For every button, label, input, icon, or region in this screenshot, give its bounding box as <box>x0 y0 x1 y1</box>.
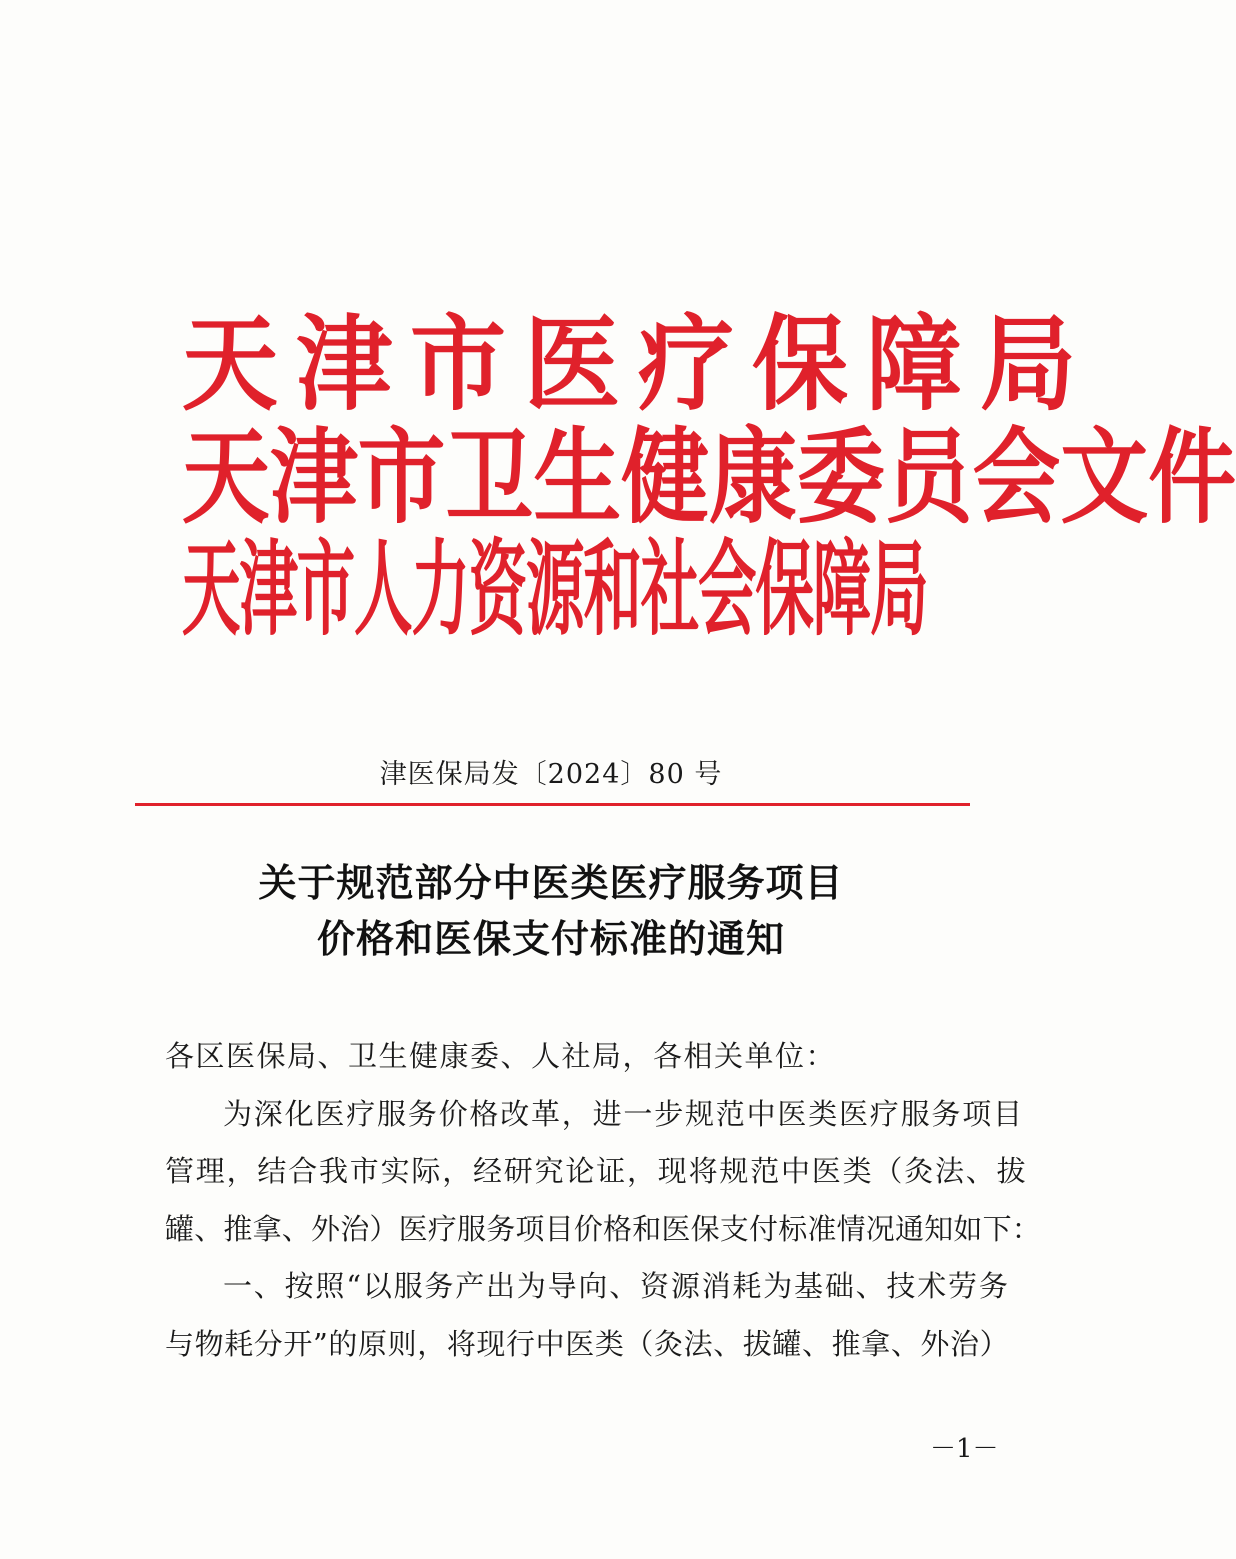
paragraph-2-line-2: 与物耗分开”的原则，将现行中医类（灸法、拔罐、推拿、外治） <box>165 1326 1010 1361</box>
document-body <box>165 1028 1042 1373</box>
masthead-issuer-medical-security: 天津市医疗保障局 <box>182 302 1094 425</box>
paragraph-1-line-2: 管理，结合我市实际，经研究论证，现将规范中医类（灸法、拔 <box>165 1154 1028 1188</box>
title-line-1: 关于规范部分中医类医疗服务项目 <box>258 860 844 905</box>
paragraph-1-line-1: 为深化医疗服务价格改革，进一步规范中医类医疗服务项目 <box>223 1096 1024 1131</box>
document-title <box>0 855 1102 967</box>
masthead-issuer-health-commission: 天津市卫生健康委员会文件 <box>182 415 1236 538</box>
masthead-issuer-human-resources: 天津市人力资源和社会保障局 <box>182 527 928 650</box>
red-divider-rule <box>135 803 970 806</box>
paragraph-1-line-3: 罐、推拿、外治）医疗服务项目价格和医保支付标准情况通知如下： <box>165 1211 1042 1246</box>
masthead <box>0 0 1236 660</box>
document-number: 津医保局发〔2024〕80 号 <box>379 759 723 790</box>
page-number: －1－ <box>930 1434 999 1464</box>
title-line-2: 价格和医保支付标准的通知 <box>316 916 785 961</box>
paragraph-2-line-1: 一、按照“以服务产出为导向、资源消耗为基础、技术劳务 <box>223 1269 1010 1303</box>
salutation: 各区医保局、卫生健康委、人社局，各相关单位： <box>165 1039 837 1073</box>
